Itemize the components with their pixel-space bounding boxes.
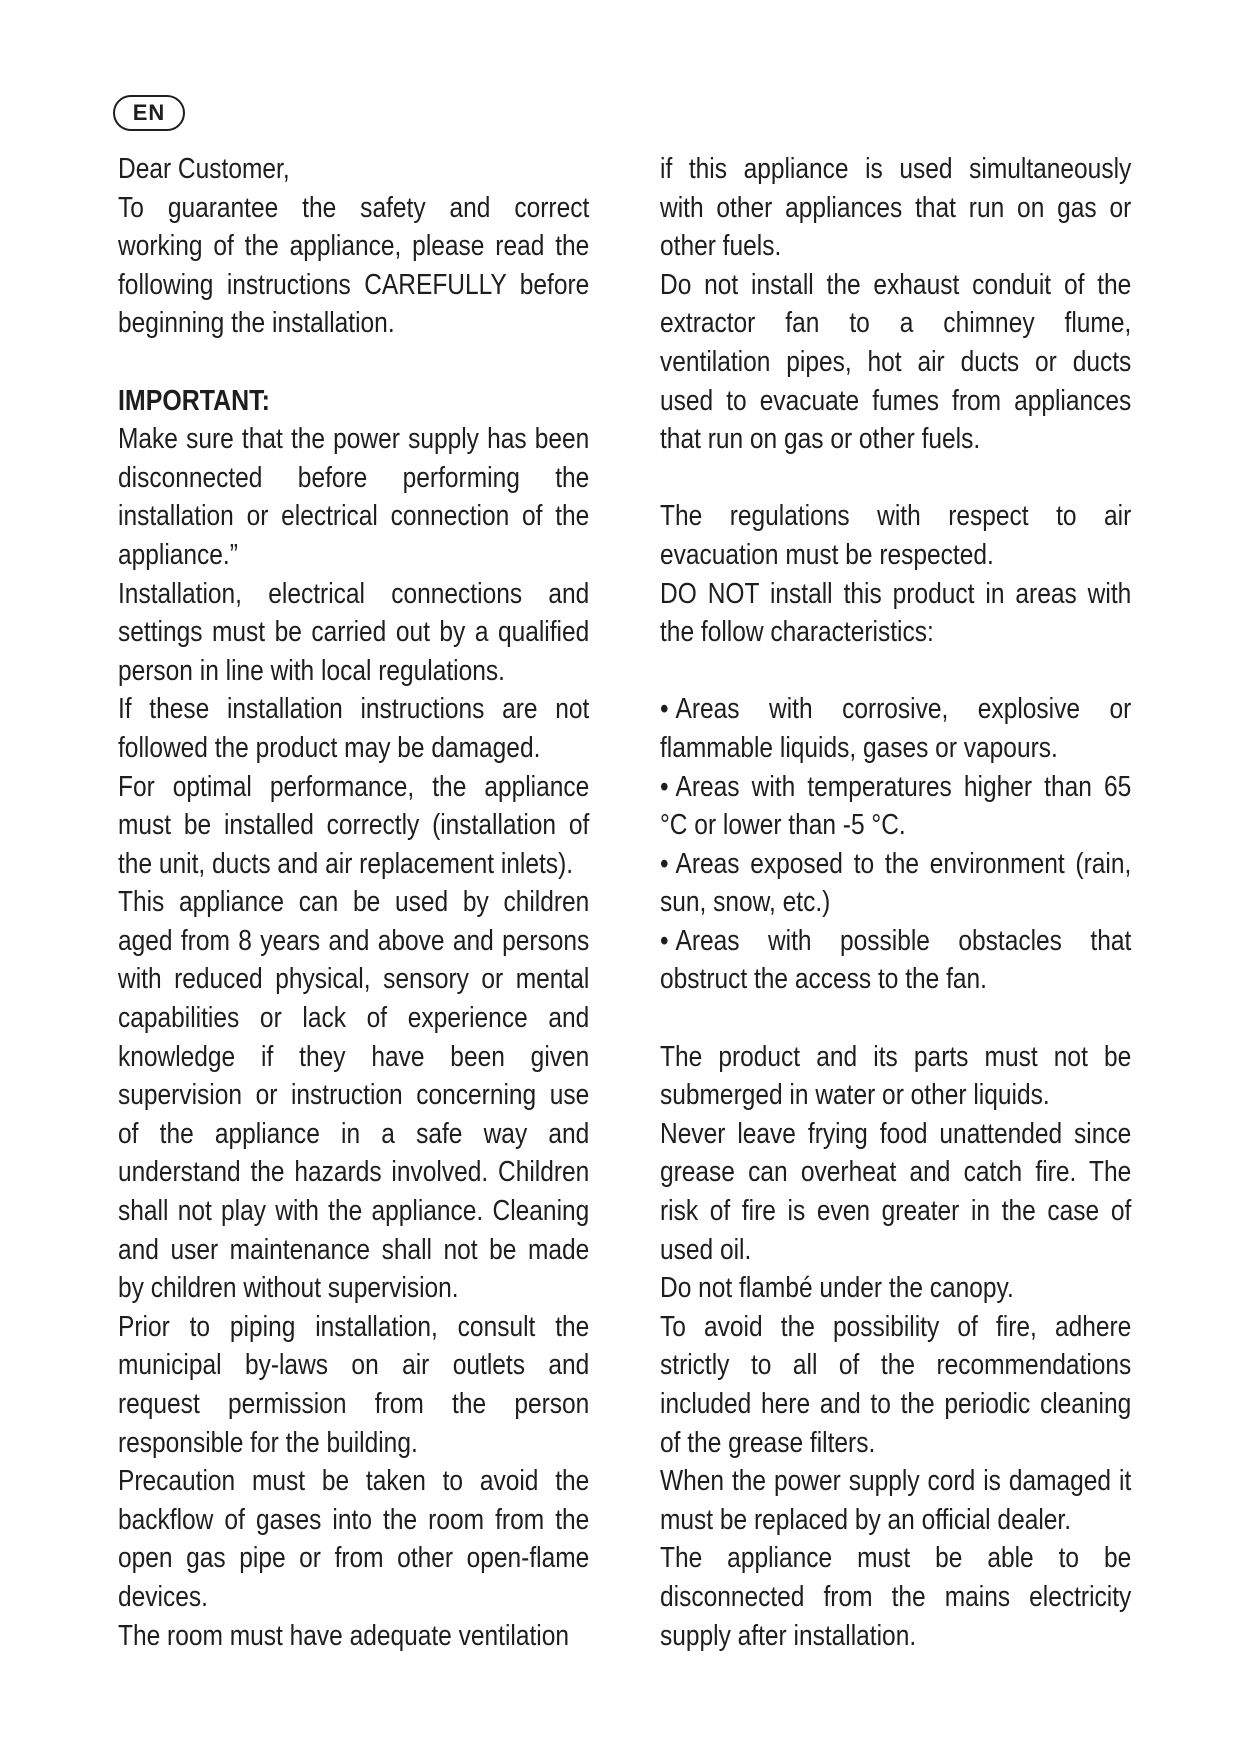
greeting: Dear Customer, <box>118 153 290 185</box>
paragraph: The room must have adequate ventilation <box>118 1619 569 1652</box>
paragraph: This appliance can be used by children aged from 8 years and above and persons with reduced physical, sensory or mental capabilities or lack of experience and knowledge if they have been given supervision or instruction concerning use of the appliance in a safe way and understand the hazards involved. Children shall not play with the appliance. Cleaning and user maintenance shall not be made by children without supervision. <box>118 886 590 1305</box>
paragraph: For optimal performance, the appliance must be installed correctly (installation of the unit, ducts and air replacement inlets). <box>118 770 590 880</box>
spacer <box>660 999 1131 1038</box>
bullet-item: • Areas exposed to the environment (rain, sun, snow, etc.) <box>660 845 1131 922</box>
paragraph: To avoid the possibility of fire, adhere strictly to all of the recommendations included here and to the periodic cleaning of the grease filters. <box>660 1310 1132 1459</box>
language-badge <box>113 95 185 131</box>
paragraph: The appliance must be able to be disconnected from the mains electricity supply after installation. <box>660 1542 1132 1652</box>
right-column <box>660 150 1131 1655</box>
spacer <box>660 652 1131 691</box>
spacer <box>660 459 1131 498</box>
paragraph: if this appliance is used simultaneously with other appliances that run on gas or other fuels. <box>660 153 1132 263</box>
paragraph: DO NOT install this product in areas with the follow characteristics: <box>660 577 1132 649</box>
bullet-item: • Areas with corrosive, explosive or flammable liquids, gases or vapours. <box>660 690 1131 767</box>
paragraph: Installation, electrical connections and settings must be carried out by a qualified person in line with local regulations. <box>118 577 590 687</box>
paragraph: Do not flambé under the canopy. <box>660 1272 1014 1305</box>
paragraph: When the power supply cord is damaged it must be replaced by an official dealer. <box>660 1465 1132 1536</box>
bullet-item: • Areas with temperatures higher than 65 °C or lower than -5 °C. <box>660 768 1131 845</box>
paragraph: Never leave frying food unattended since grease can overheat and catch fire. The risk of fire is even greater in the case of used oil. <box>660 1117 1132 1266</box>
intro-paragraph: To guarantee the safety and correct working of the appliance, please read the following instructions CAREFULLY before beginning the installation. <box>118 191 590 340</box>
language-code: EN <box>132 100 166 125</box>
important-heading: IMPORTANT: <box>118 384 270 417</box>
paragraph: The regulations with respect to air evacuation must be respected. <box>660 500 1132 571</box>
bullet-item: • Areas with possible obstacles that obstruct the access to the fan. <box>660 922 1131 999</box>
paragraph: Make sure that the power supply has been disconnected before performing the installation or electrical connection of the appliance.” <box>118 423 590 571</box>
spacer <box>118 343 589 382</box>
paragraph: The product and its parts must not be submerged in water or other liquids. <box>660 1040 1132 1112</box>
paragraph: If these installation instructions are not followed the product may be damaged. <box>118 693 590 764</box>
left-column <box>118 150 589 1655</box>
paragraph: Precaution must be taken to avoid the backflow of gases into the room from the open gas pipe or from other open-flame devices. <box>118 1465 590 1613</box>
paragraph: Do not install the exhaust conduit of the extractor fan to a chimney flume, ventilation pipes, hot air ducts or ducts used to evacuate fumes from appliances that run on gas or other fuels. <box>660 268 1132 456</box>
paragraph: Prior to piping installation, consult the municipal by-laws on air outlets and request permission from the person responsible for the building. <box>118 1310 590 1459</box>
